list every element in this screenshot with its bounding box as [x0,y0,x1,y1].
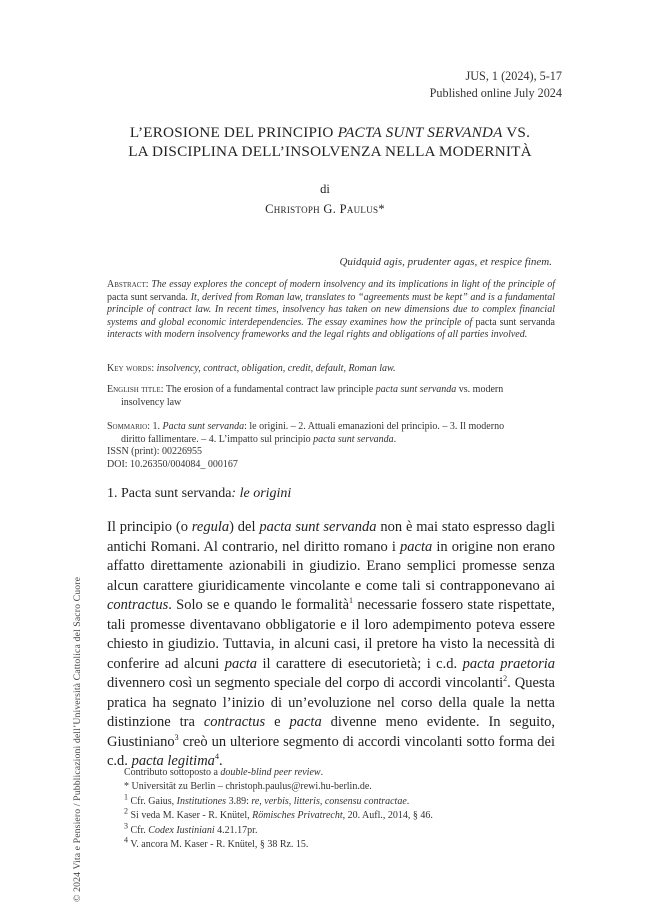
journal-header [430,68,562,102]
abstract: Abstract: The essay explores the concept of modern insolvency and its implications in light of the principle of pacta sunt servanda. It, derived from Roman law, translates to “agreements must be kept” and is a fundamental principle of contract law. In recent times, insolvency has taken on new dimensions due to complex financial systems and global economic interdependencies. The essay examines how the principle of pacta sunt servanda interacts with modern insolvency frameworks and the legal rights and obligations of all parties involved. [107,279,555,341]
title-line-2: LA DISCIPLINA DELL’INSOLVENZA NELLA MODERNITÀ [128,143,532,160]
keywords: Key words: insolvency, contract, obligation, credit, default, Roman law. [107,363,396,374]
footnote-4: $^4$ V. ancora M. Kaser - R. Knütel, § 38 Rz. 15. [124,835,309,851]
footnote-1: $^1$ Cfr. Gaius, Institutiones 3.89: re, verbis, litteris, consensu contractae. [124,792,410,807]
footnote-ref-4[interactable]: 4 [214,752,219,762]
footnotes [124,766,554,852]
english-title-label: English title [107,384,161,395]
body-paragraph: Il principio (o regula) del pacta sunt servanda non è mai stato espresso dagli antichi Romani. Al contrario, nel diritto romano i pacta in origine non erano affatto direttamente azionabili in giudizio. Erano semplici promesse senza alcun carattere giuridicamente vincolante e come tali si contrapponevano ai contractus. Solo se e quando le formalità$^1$ necessarie fossero state rispettate, tali promesse diventavano obbligatorie e il loro adempimento poteva essere chiesto in giudizio. Tuttavia, in alcuni casi, il pretore ha visto la necessità di conferire ad alcuni pacta il carattere di esecutorietà; i c.d. pacta praetoria divennero così un segmento speciale del corpo di accordi vincolanti$^2$. Questa pratica ha segnato l’inizio di un’evoluzione nel corso della quale la netta distinzione tra contractus e pacta divenne meno evidente. In seguito, Giustiniano$^3$ creò un ulteriore segmento di accordi vincolanti sotto forma dei c.d. pacta legitima$^4$. [107,519,556,769]
peer-review-note: Contributo sottoposto a double-blind peer review. [124,767,324,778]
abstract-label: Abstract: [107,279,149,290]
summary [107,421,555,471]
footnote-ref-3[interactable]: 3 [174,732,179,742]
footnote-ref-2[interactable]: 2 [503,674,508,684]
title-line-1: L’EROSIONE DEL PRINCIPIO PACTA SUNT SERVANDA VS. [129,124,531,141]
author-name: Christoph G. Paulus* [265,202,385,216]
section-heading: 1. Pacta sunt servanda: le origini [107,486,292,501]
summary-label: Sommario [107,421,148,432]
footnote-ref-1[interactable]: 1 [349,596,354,606]
footnote-3: $^3$ Cfr. Codex Iustiniani 4.21.17pr. [124,821,258,836]
byline: di [320,182,330,196]
summary-text: Sommario: 1. Pacta sunt servanda: le origini. – 2. Attuali emanazioni del principio. – 3. Il moderno diritto fallimentare. – 4. L’impatto sul principio pacta sunt servanda. [107,421,505,445]
footnote-2: $^2$ Si veda M. Kaser - R. Knütel, Römisches Privatrecht, 20. Aufl., 2014, § 46. [124,806,433,822]
copyright-sidebar: © 2024 Vita e Pensiero / Pubblicazioni dell’Università Cattolica del Sacro Cuore [72,576,83,902]
issn: ISSN (print): 00226955 [107,446,202,458]
english-title: English title: The erosion of a fundamental contract law principle pacta sunt servanda vs. modern insolvency law [107,384,504,408]
author-footnote: * Universität zu Berlin – christoph.paulus@rewi.hu-berlin.de. [124,781,372,793]
epigraph: Quidquid agis, prudenter agas, et respice finem. [339,256,552,268]
article-title [95,123,565,161]
publication-date: Published online July 2024 [429,86,562,100]
doi: DOI: 10.26350/004084_ 000167 [107,458,238,470]
journal-citation: JUS, 1 (2024), 5-17 [465,69,562,83]
keywords-label: Key words: [107,363,155,374]
